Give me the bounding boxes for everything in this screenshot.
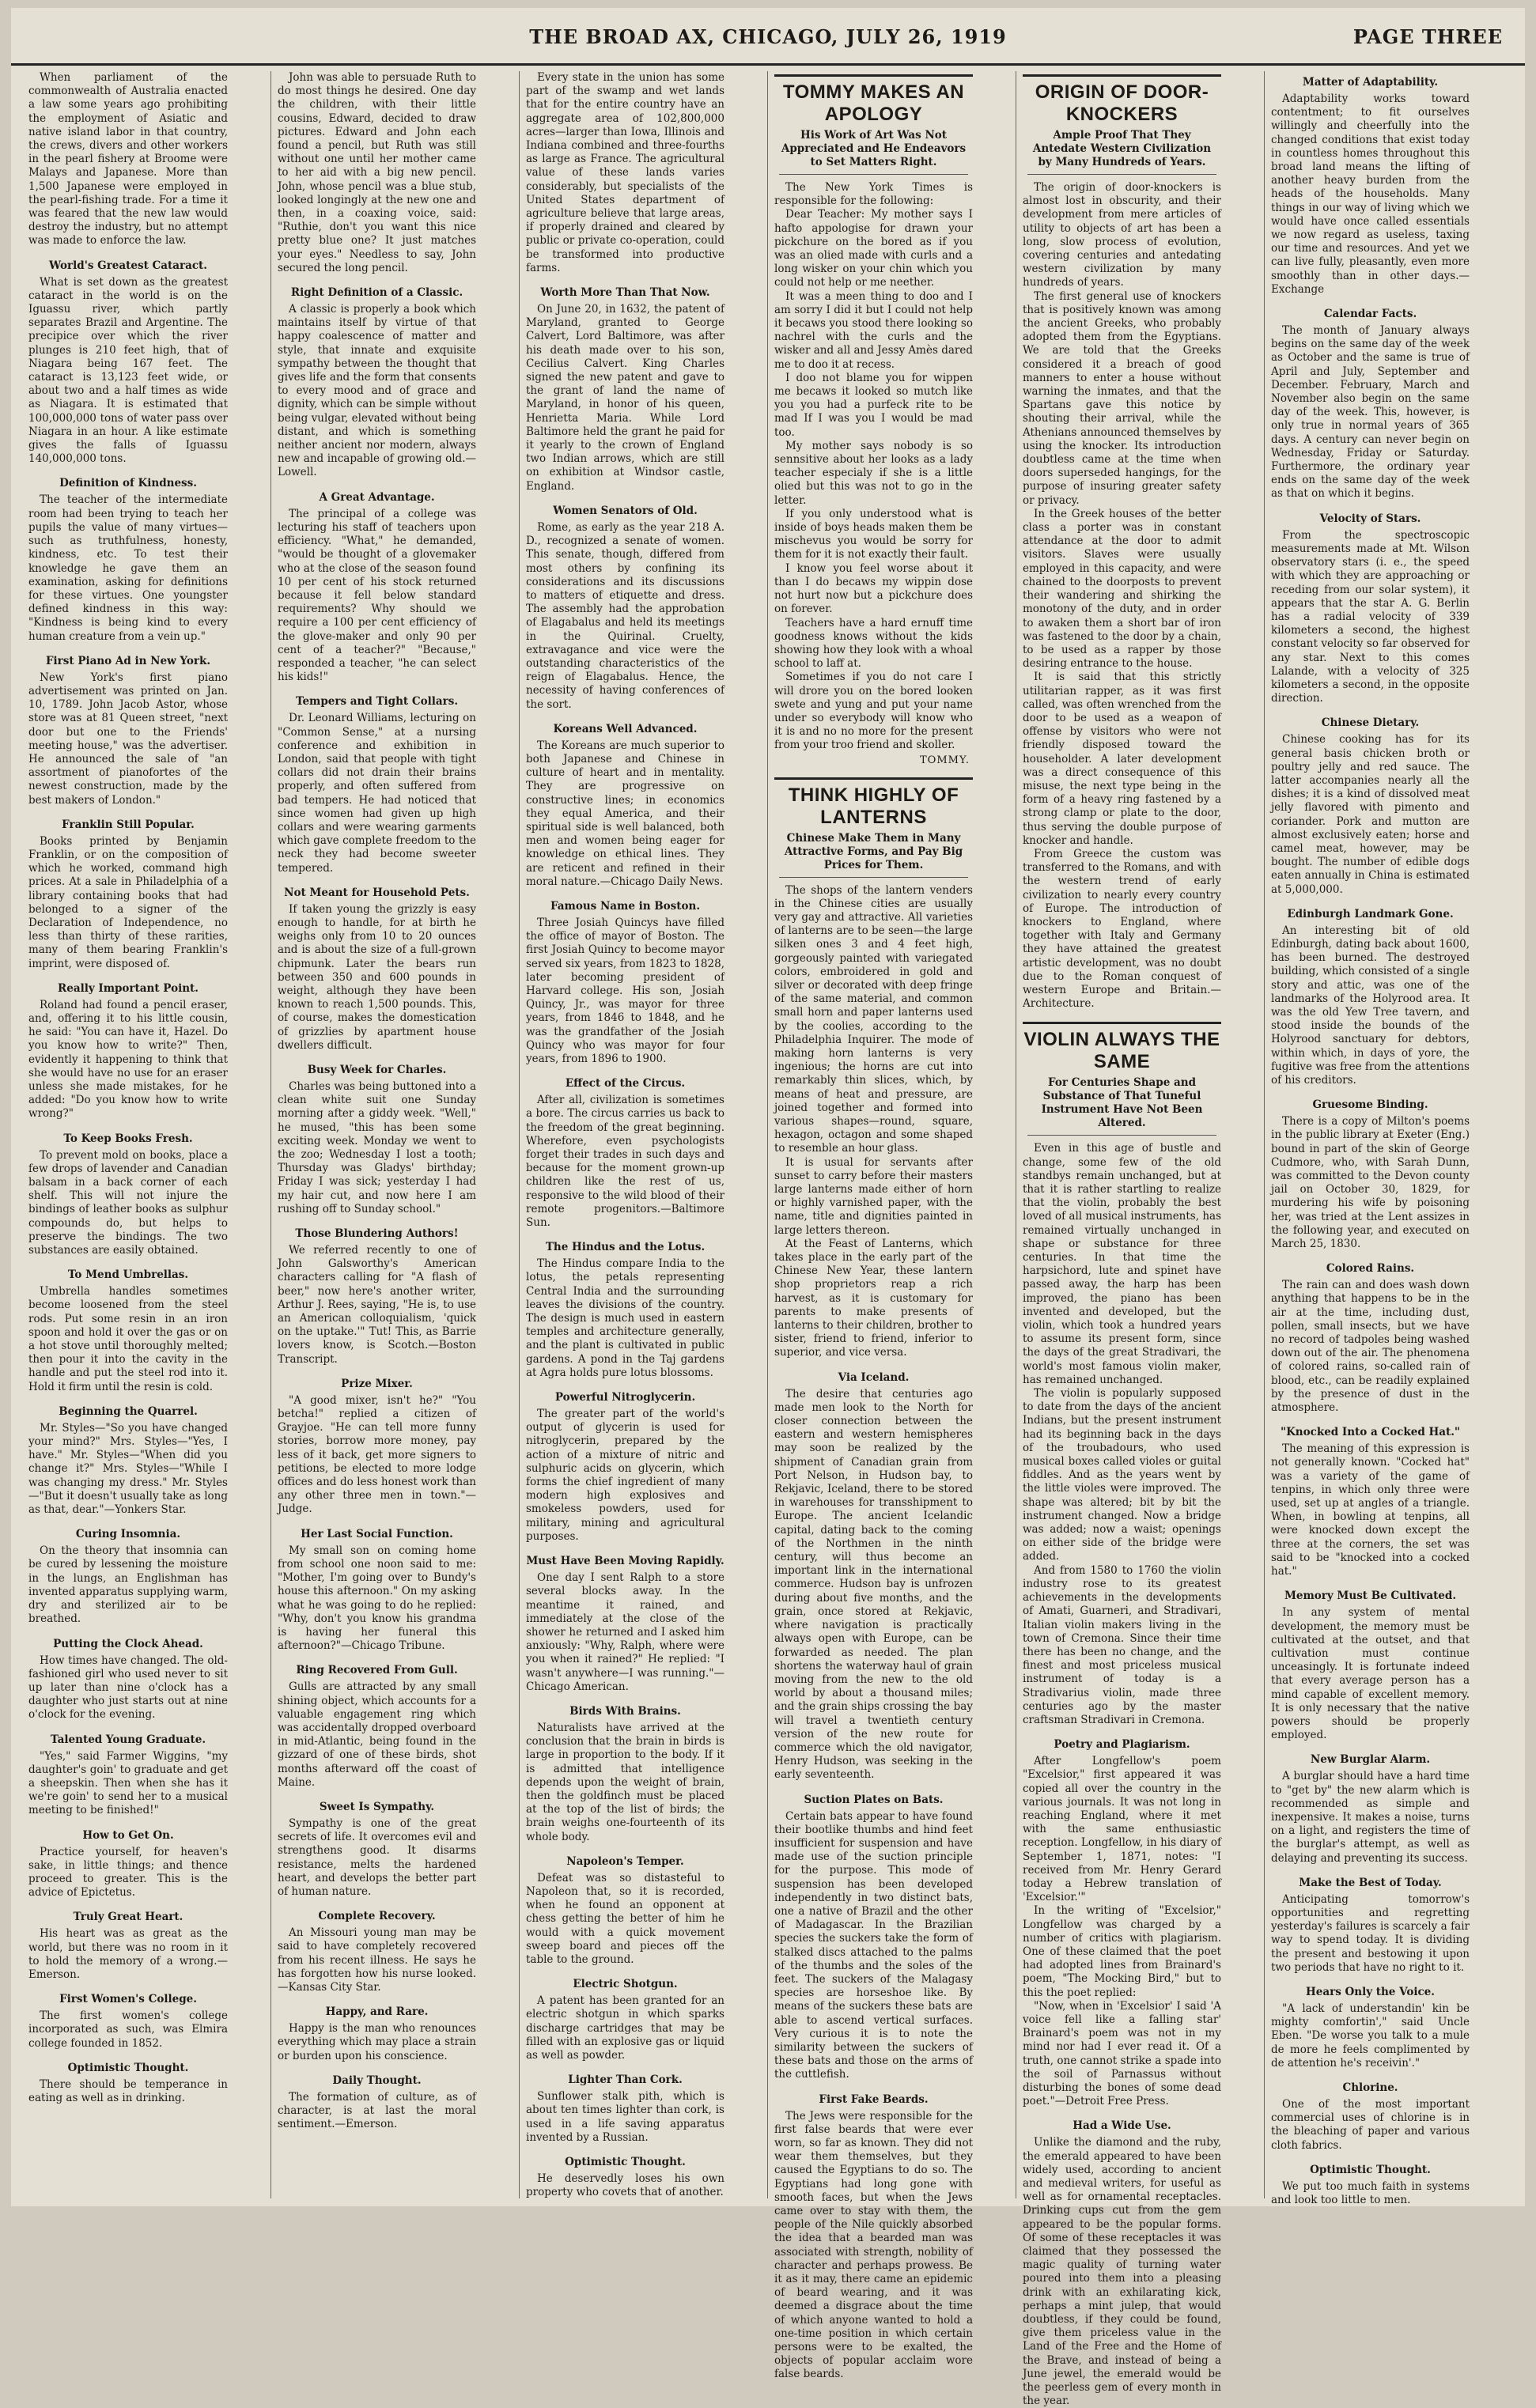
article: [278, 1664, 476, 1790]
article-headline: Franklin Still Popular.: [62, 818, 195, 831]
article-headline: Those Blundering Authors!: [295, 1227, 459, 1241]
article-paragraph: Charles was being buttoned into a clean white suit one Sunday morning after a giddy week. "Well," he mused, "this has been some exciting week. Monday we went to the zoo; Wednesday I lost a tooth; Thursday was Gladys' birthday; Friday I was sick; yesterday I had my hair cut, and now here I am rushing off to Sunday school.": [278, 1080, 476, 1215]
article: [28, 1993, 228, 2051]
article: [1271, 2081, 1470, 2153]
article: [278, 1801, 476, 1899]
article-paragraph: The first general use of knockers that is positively known was among the ancient Greeks, who probably adopted them from the Egyptians. We are told that the Greeks considered it a breach of good manners to enter a house without warning the inmates, and that the Spartans gave this notice by shouting their arrival, while the Athenians announced themselves by using the knocker. Its introduction doubtless came at the time when doors superseded hangings, for the purpose of insuring greater safety or privacy.: [1023, 289, 1221, 507]
article-headline: How to Get On.: [82, 1828, 174, 1842]
article-paragraph: Practice yourself, for heaven's sake, in little things; and thence proceed to greater. This is the advice of Epictetus.: [28, 1845, 228, 1900]
article-paragraph: Dear Teacher: My mother says I hafto appologise for drawn your pickchure on the bored as if you was an olied made with curls and a long wisker on your chin which you could not help or me neether.: [774, 208, 973, 289]
article-paragraph: The first women's college incorporated as such, was Elmira college founded in 1852.: [28, 2009, 228, 2050]
article-headline: Colored Rains.: [1326, 1262, 1415, 1276]
article-headline: Sweet Is Sympathy.: [319, 1800, 435, 1813]
article: [1271, 1590, 1470, 1742]
article-paragraph: Unlike the diamond and the ruby, the emerald appeared to have been widely used, according to ancient and medieval writers, for useful as well as for ornamental receptacles. Drinking cups cut from the gem appeared to be the popular forms. Of some of these receptacles it was claimed that they possessed the magic quality of turning water poured into them into a pleasing drink with an exhilarating kick, perhaps a mint julep, that would doubtless, if they could be found, give them priceless value in the Land of the Free and the Home of the Brave, and instead of being a June jewel, the emerald would be the peerless gem of every month in the year.: [1023, 2136, 1221, 2408]
article-paragraph: Dr. Leonard Williams, lecturing on "Common Sense," at a nursing conference and exhibition in London, said that people with tight collars did not drain their brains properly, and often suffered from bad tempers. He had noticed that since women had given up high collars and were wearing garments which gave complete freedom to the neck they had become sweeter tempered.: [278, 712, 476, 875]
article: [774, 74, 973, 766]
article-headline: Not Meant for Household Pets.: [284, 886, 470, 899]
article-headline: Putting the Clock Ahead.: [53, 1637, 203, 1650]
article-paragraph: One day I sent Ralph to a store several blocks away. In the meantime it rained, and immediately at the close of the shower he returned and I asked him anxiously: "Why, Ralph, where were you when it rained?" He replied: "I wasn't anywhere—I was running."—Chicago American.: [526, 1571, 724, 1693]
article-headline: Had a Wide Use.: [1073, 2119, 1171, 2133]
article: [526, 1241, 724, 1380]
article: [1271, 1877, 1470, 1975]
article-paragraph: To prevent mold on books, place a few drops of lavender and Canadian balsam in a back corner of each shelf. This will not injure the bindings of leather books as sulphur compounds do, but helps to preserve the bindings. The two substances are easily obtained.: [28, 1148, 228, 1257]
article: [526, 1077, 724, 1230]
article: [1271, 716, 1470, 896]
column-6: [1264, 71, 1476, 2206]
article-headline: Optimistic Thought.: [1310, 2163, 1431, 2176]
article-paragraph: Defeat was so distasteful to Napoleon that, so it is recorded, when he found an opponent at chess getting the better of him he would with a quick movement sweep board and pieces off the table to the ground.: [526, 1871, 724, 1966]
article-headline: Worth More Than That Now.: [540, 286, 710, 300]
article-paragraph: After all, civilization is sometimes a bore. The circus carries us back to the freedom of the great beginning. Wherefore, even psychologists forget their trades in such days and because for the moment grown-up children like the rest of us, responsive to the wild blood of their remote progenitors.—Baltimore Sun.: [526, 1094, 724, 1230]
article: [28, 982, 228, 1121]
article: [28, 2062, 228, 2105]
article-subheadline: Chinese Make Them in Many Attractive Forms, and Pay Big Prices for Them.: [779, 832, 968, 878]
article-headline: Daily Thought.: [332, 2073, 422, 2087]
article-paragraph: I doo not blame you for wippen me becaws it looked so mutch like you you had a purfeck rite to be mad If I was you I would be mad too.: [774, 371, 973, 439]
article-paragraph: The Jews were responsible for the first false beards that were ever worn, so far as known. They did not wear them themselves, but they caused the Egyptians to do so. The Egyptians had long gone with smooth faces, but when the Jews came over to stay with them, the people of the Nile quickly absorbed the idea that a bearded man was associated with strength, nobility of character and perhaps prowess. Be it as it may, there came an epidemic of beard wearing, and it was deemed a disgrace about the time of which anyone wanted to hold a one-time position in which certain persons were to be exalted, the objects of popular acclaim wore false beards.: [774, 2109, 973, 2381]
article: [1023, 1738, 1221, 2108]
article-paragraph: There is a copy of Milton's poems in the public library at Exeter (Eng.) bound in part of the skin of George Cudmore, who, with Sarah Dunn, was committed to the Devon county jail on October 30, 1829, for murdering his wife by poisoning her, was tried at the Lent assizes in the following year, and executed on March 25, 1830.: [1271, 1115, 1470, 1251]
article-headline: World's Greatest Cataract.: [48, 259, 207, 272]
article-headline: Beginning the Quarrel.: [59, 1404, 198, 1418]
article-paragraph: Gulls are attracted by any small shining object, which accounts for a valuable engagement ring which was accidentally dropped overboard in mid-Atlantic, being found in the gizzard of one of these birds, shot months afterward off the coast of Maine.: [278, 1680, 476, 1789]
article-headline: Optimistic Thought.: [565, 2156, 686, 2168]
article-paragraph: Sunflower stalk pith, which is about ten times lighter than cork, is used in a life saving apparatus invented by a Russian.: [526, 2090, 724, 2144]
article-headline: Suction Plates on Bats.: [804, 1793, 944, 1806]
article-paragraph: We referred recently to one of John Galsworthy's American characters calling for "A flash of beer," now here's another writer, Arthur J. Rees, saying, "He is, to use an American colloquialism, 'quick on the uptake.'" Tut! This, as Barrie lovers know, is Scotch.—Boston Transcript.: [278, 1244, 476, 1366]
article-headline: First Piano Ad in New York.: [45, 654, 211, 667]
article-paragraph: What is set down as the greatest cataract in the world is on the Iguassu river, which partly separates Brazil and Argentine. The precipice over which the river plunges is 210 feet high, that of Niagara being 167 feet. The cataract is 13,123 feet wide, or about two and a half times as wide as Niagara. It is estimated that 100,000,000 tons of water pass over Niagara in an hour. A like estimate gives the falls of Iguassu 140,000,000 tons.: [28, 275, 228, 466]
article: [28, 1911, 228, 1982]
article-paragraph: The meaning of this expression is not generally known. "Cocked hat" was a variety of the game of tenpins, in which only three were used, set up at angles of a triangle. When, in bowling at tenpins, all were knocked down except the three at the corners, the set was said to be "knocked into a cocked hat.": [1271, 1442, 1470, 1578]
article-headline: A Great Advantage.: [319, 490, 435, 504]
article-headline: ORIGIN OF DOOR-KNOCKERS: [1023, 74, 1221, 126]
article: [28, 259, 228, 467]
article: [278, 2074, 476, 2132]
article-paragraph: Adaptability works toward contentment; to fit ourselves willingly and cheerfully into the changed conditions that exist today in countless homes throughout this broad land means the lifting of another heavy burden from the heads of the households. Many things in our way of living which we would have once called essentials we now regard as useless, taxing our time and resources. And yet we can live fully, pleasantly, even more smoothly than in other days.—Exchange: [1271, 93, 1470, 296]
article-headline: The Hindus and the Lotus.: [545, 1241, 706, 1254]
article: [1271, 308, 1470, 501]
article-paragraph: In the writing of "Excelsior," Longfellow was charged by a number of critics with plagiarism. One of these claimed that the poet had adopted lines from Brainard's poem, "The Mocking Bird," but to this the poet replied:: [1023, 1904, 1221, 1999]
article-headline: New Burglar Alarm.: [1310, 1753, 1431, 1767]
column-4: [767, 71, 979, 2381]
article-paragraph: At the Feast of Lanterns, which takes place in the early part of the Chinese New Year, these lantern shop proprietors reap a rich harvest, as it is customary for parents to make presents of lanterns to their children, brother to sister, friend to friend, inferior to superior, and vice versa.: [774, 1237, 973, 1359]
article: [278, 1227, 476, 1367]
article: [28, 1528, 228, 1626]
article-headline: VIOLIN ALWAYS THE SAME: [1023, 1022, 1221, 1073]
article-paragraph: In any system of mental development, the memory must be cultivated at the outset, and that cultivation must continue unceasingly. It is fortunate indeed that every average person has a mind capable of excellent memory. It is only necessary that the native powers should be properly employed.: [1271, 1606, 1470, 1742]
article-paragraph: In the Greek houses of the better class a porter was in constant attendance at the door to admit visitors. Slaves were usually employed in this capacity, and were chained to the doorposts to prevent their wandering and shirking the monotony of the duty, and in order to awaken them a short bar of iron was fastened to the door by a chain, to be used as a rapper by those desiring entrance to the house.: [1023, 507, 1221, 671]
article: [774, 1371, 973, 1782]
article-paragraph: Three Josiah Quincys have filled the office of mayor of Boston. The first Josiah Quincy to become mayor served six years, from 1823 to 1828, later becoming president of Harvard college. His son, Josiah Quincy, Jr., was mayor for three years, from 1846 to 1848, and he was the grandfather of the Josiah Quincy who was mayor for four years, from 1896 to 1900.: [526, 916, 724, 1065]
article: [526, 1391, 724, 1544]
masthead-title: THE BROAD AX, CHICAGO, JULY 26, 1919: [529, 25, 1007, 48]
article: [1271, 1426, 1470, 1578]
article-paragraph: John was able to persuade Ruth to do most things he desired. One day the children, with their little cousins, Edward, decided to draw pictures. Edward and John each found a pencil, but Ruth was still without one until her mother came to her aid with a big new pencil. John, whose pencil was a blue stub, looked longingly at the new one and then, in a coaxing voice, said: "Ruthie, don't you want this nice pretty blue one? It just matches your eyes." Needless to say, John secured the long pencil.: [278, 71, 476, 274]
article-headline: Memory Must Be Cultivated.: [1284, 1590, 1457, 1603]
masthead: [11, 8, 1525, 66]
article-headline: "Knocked Into a Cocked Hat.": [1281, 1426, 1460, 1439]
article: [1271, 1986, 1470, 2070]
article-paragraph: If you only understood what is inside of boys heads maken them be mischevus you would be sorry for them for it is not exactly their fault.: [774, 507, 973, 561]
article-paragraph: It was a meen thing to doo and I am sorry I did it but I could not help it becaws you stood there looking so nachrel with the curls and the wisker and all and Jessy Amès dared me to doo it at recess.: [774, 289, 973, 371]
article-headline: Poetry and Plagiarism.: [1054, 1738, 1190, 1752]
page-number: PAGE THREE: [1353, 25, 1503, 48]
article-paragraph: Umbrella handles sometimes become loosened from the steel rods. Put some resin in an iron spoon and hold it over the gas or on a hot stove until thoroughly melted; then pour it into the cavity in the handle and put the steel rod into it. Hold it firm until the resin is cold.: [28, 1285, 228, 1393]
article: [1023, 2119, 1221, 2408]
article: [774, 2093, 973, 2382]
article: [1271, 512, 1470, 706]
article-headline: Busy Week for Charles.: [307, 1064, 447, 1076]
article-headline: First Fake Beards.: [819, 2092, 929, 2106]
article-headline: Napoleon's Temper.: [566, 1854, 684, 1868]
article-paragraph: A burglar should have a hard time to "get by" the new alarm which is recommended as simple and inexpensive. It makes a noise, turns on a light, and registers the time of the burglar's attempt, as well as delaying and preventing its success.: [1271, 1770, 1470, 1865]
article: [278, 286, 476, 480]
article: [28, 71, 228, 248]
article: [1271, 1098, 1470, 1251]
article-paragraph: If taken young the grizzly is easy enough to handle, for at birth he weighs only from 10 to 20 ounces and is about the size of a full-grown chipmunk. Later the bears run between 350 and 600 pounds in weight, although they have been known to reach 1,500 pounds. This, of course, makes the domestication of grizzlies by apartment house dwellers difficult.: [278, 902, 476, 1052]
article: [1023, 74, 1221, 1011]
article: [526, 2073, 724, 2145]
article-headline: Edinburgh Landmark Gone.: [1287, 907, 1454, 920]
article-paragraph: Mr. Styles—"So you have changed your mind?" Mrs. Styles—"Yes, I have." Mr. Styles—"When did you change it?" Mrs. Styles—"While I was changing my dress." Mr. Styles—"But it doesn't usually take as long as that, dear."—Yonkers Star.: [28, 1421, 228, 1517]
article-paragraph: It is usual for servants after sunset to carry before their masters large lanterns made either of horn or highly varnished paper, with the name, title and dignities painted in large letters thereon.: [774, 1155, 973, 1237]
article-headline: Calendar Facts.: [1323, 308, 1417, 321]
article-headline: Electric Shotgun.: [573, 1978, 678, 1991]
article-paragraph: Happy is the man who renounces everything which may place a strain or burden upon his conscience.: [278, 2022, 476, 2062]
article-paragraph: And from 1580 to 1760 the violin industry rose to its greatest achievements in the developments of Amati, Guarneri, and Stradivari, Italian violin makers living in the town of Cremona. Since their time there has been no change, and the finest and most priceless musical instrument of today is a Stradivarius violin, made three centuries ago by the master craftsman Stradivari in Cremona.: [1023, 1563, 1221, 1726]
article: [28, 1638, 228, 1722]
article-paragraph: The New York Times is responsible for the following:: [774, 181, 973, 208]
article-headline: Make the Best of Today.: [1299, 1876, 1442, 1889]
article-headline: Prize Mixer.: [341, 1377, 413, 1390]
article: [526, 1555, 724, 1694]
article-headline: Via Iceland.: [838, 1370, 910, 1384]
article-headline: Talented Young Graduate.: [50, 1733, 206, 1746]
article-headline: Curing Insomnia.: [75, 1528, 181, 1541]
article: [526, 1978, 724, 2062]
article: [278, 71, 476, 275]
article: [526, 2156, 724, 2199]
article-paragraph: The rain can and does wash down anything that happens to be in the air at the time, including dust, pollen, small insects, but we have no record of tadpoles being washed down out of the air. The phenomena of colored rains, so-called rain of blood, etc., can be readily explained by the presence of dust in the atmosphere.: [1271, 1279, 1470, 1415]
article: [1023, 1022, 1221, 1727]
article: [28, 477, 228, 643]
article-headline: Right Definition of a Classic.: [290, 286, 463, 300]
article-paragraph: The origin of door-knockers is almost lost in obscurity, and their development from mere articles of utility to objects of art has been a long, slow process of evolution, covering centuries and antedating western civilization by many hundreds of years.: [1023, 181, 1221, 289]
article: [278, 1528, 476, 1654]
article-paragraph: Certain bats appear to have found their bootlike thumbs and hind feet insufficient for suspension and have made use of the suction principle for the purpose. This mode of suspension has been developed independently in two distinct bats, one a native of Brazil and the other of Madagascar. In the Brazilian species the suckers take the form of stalked discs attached to the palms of the thumbs and the soles of the feet. The suckers of the Malagasy species are horseshoe like. By means of the suckers these bats are able to ascend vertical surfaces. Very curious it is to note the similarity between the suckers of these bats and those on the arms of the cuttlefish.: [774, 1809, 973, 2081]
column-1: [22, 71, 234, 2198]
article-paragraph: Naturalists have arrived at the conclusion that the brain in birds is large in proportion to the body. If it is admitted that intelligence depends upon the weight of brain, then the goldfinch must be placed at the top of the list of birds; the brain weighs one-fourteenth of its whole body.: [526, 1721, 724, 1843]
article-headline: TOMMY MAKES AN APOLOGY: [774, 74, 973, 126]
article-paragraph: "A good mixer, isn't he?" "You betcha!" replied a citizen of Grayjoe. "He can tell more funny stories, borrow more money, pay less of it back, get more signers to petitions, be elected to more lodge offices and do less honest work than any other three men in town."—Judge.: [278, 1393, 476, 1516]
article-paragraph: Sympathy is one of the great secrets of life. It overcomes evil and strengthens good. It disarms resistance, melts the hardened heart, and develops the better part of human nature.: [278, 1816, 476, 1898]
article-headline: Optimistic Thought.: [67, 2061, 189, 2074]
article-paragraph: Sometimes if you do not care I will drore you on the bored looken swete and yung and put your name under so everybody will know who it is and no no more for the present from your troo friend and skoller.: [774, 671, 973, 752]
article-paragraph: The shops of the lantern venders in the Chinese cities are usually very gay and attractive. All varieties of lanterns are to be seen—the large silken ones 3 and 4 feet high, gorgeously painted with variegated colors, embroidered in gold and silver or decorated with deep fringe of the same material, and common small horn and paper lanterns used by the coolies, according to the Philadelphia Inquirer. The mode of making horn lanterns is very ingenious; the horns are cut into remarkably thin slices, which, by means of heat and pressure, are joined together and formed into various shapes—round, square, hexagon, octagon and some shaped to resemble an hour glass.: [774, 883, 973, 1155]
article: [1271, 1753, 1470, 1865]
article-paragraph: From the spectroscopic measurements made at Mt. Wilson observatory stars (i. e., the speed with which they are approaching or receding from our solar system), it appears that the star A. G. Berlin has a radial velocity of 339 kilometers a second, the highest constant velocity so far observed for any star. Next to this comes Lalande, with a velocity of 325 kilometers a second, in the opposite direction.: [1271, 528, 1470, 705]
article-paragraph: New York's first piano advertisement was printed on Jan. 10, 1789. John Jacob Astor, whose store was at 81 Queen street, "next door but one to the Friends' meeting house," was the advertiser. He announced the sale of "an assortment of pianofortes of the newest construction, made by the best makers of London.": [28, 671, 228, 807]
article-paragraph: "A lack of understandin' kin be mighty comfortin'," said Uncle Eben. "De worse you talk to a mule de more he feels complimented by de attention he's receivin'.": [1271, 2002, 1470, 2070]
article: [28, 1268, 228, 1394]
article-headline: Gruesome Binding.: [1312, 1098, 1428, 1112]
article: [526, 723, 724, 889]
article: [278, 1064, 476, 1216]
article-headline: Chinese Dietary.: [1321, 716, 1420, 730]
article: [28, 655, 228, 807]
article: [526, 505, 724, 712]
article-paragraph: I know you feel worse about it than I do becaws my wippin dose not hurt now but a pickchure does on forever.: [774, 561, 973, 616]
article-headline: Her Last Social Function.: [301, 1527, 453, 1540]
article-paragraph: An Missouri young man may be said to have completely recovered from his recent illness. He says he has forgotten how his nurse looked.—Kansas City Star.: [278, 1926, 476, 1994]
article-paragraph: The teacher of the intermediate room had been trying to teach her pupils the value of many virtues—such as truthfulness, honesty, kindness, etc. To test their knowledge he gave them an examination, asking for definitions for these virtues. One youngster defined kindness in this way: "Kindness is being kind to every human creature from a vein up.": [28, 493, 228, 643]
article-paragraph: One of the most important commercial uses of chlorine is in the bleaching of paper and various cloth fabrics.: [1271, 2097, 1470, 2152]
article: [774, 1794, 973, 2082]
article-paragraph: Roland had found a pencil eraser, and, offering it to his little cousin, he said: "You can have it, Hazel. Do you know how to write?" Then, evidently it happening to think that she would have no use for an eraser unless she made mistakes, for he added: "Do you know how to write wrong?": [28, 998, 228, 1121]
article: [28, 818, 228, 971]
article-headline: Complete Recovery.: [318, 1910, 436, 1923]
article-headline: Women Senators of Old.: [553, 504, 698, 517]
article-paragraph: The month of January always begins on the same day of the week as October and the same is true of April and July, September and December. February, March and November also begin on the same day of the week. This, however, is only true in normal years of 365 days. A century can never begin on Wednesday, Friday or Saturday. Furthermore, the ordinary year ends on the same day of the week as that on which it begins.: [1271, 324, 1470, 501]
article-subheadline: His Work of Art Was Not Appreciated and He Endeavors to Set Matters Right.: [779, 129, 968, 175]
article-headline: Tempers and Tight Collars.: [295, 695, 459, 709]
article-headline: To Keep Books Fresh.: [63, 1132, 193, 1145]
article-headline: Velocity of Stars.: [1319, 512, 1421, 525]
article-headline: Powerful Nitroglycerin.: [554, 1391, 696, 1404]
article: [28, 1829, 228, 1900]
article-headline: THINK HIGHLY OF LANTERNS: [774, 777, 973, 829]
article: [278, 491, 476, 685]
article-paragraph: Every state in the union has some part of the swamp and wet lands that for the entire country have an aggregate area of 102,800,000 acres—larger than Iowa, Illinois and Indiana combined and three-fourths as large as France. The agricultural value of these lands varies considerably, but specialists of the United States department of agriculture believe that large areas, if properly drained and cleared by public or private co-operation, could be transformed into productive farms.: [526, 71, 724, 274]
article: [278, 2005, 476, 2063]
article-paragraph: After Longfellow's poem "Excelsior," first appeared it was copied all over the country in the various journals. It was not long in reaching England, where it met with the same enthusiastic reception. Longfellow, in his diary of September 1, 1871, notes: "I received from Mr. Henry Gerard today a Hebrew translation of 'Excelsior.'": [1023, 1755, 1221, 1904]
article-paragraph: My mother says nobody is so sennsitive about her looks as a lady teacher especialy if she is a little olied but this was not to go in the letter.: [774, 439, 973, 507]
article-headline: Definition of Kindness.: [59, 477, 197, 490]
article-headline: Happy, and Rare.: [325, 2005, 429, 2019]
article-paragraph: The Hindus compare India to the lotus, the petals representing Central India and the surrounding leaves the divisions of the country. The design is much used in eastern temples and architecture generally, and the plant is cultivated in public gardens. A pond in the Taj gardens at Agra holds pure lotus blossoms.: [526, 1257, 724, 1379]
article: [28, 1132, 228, 1258]
article-paragraph: The formation of culture, as of character, is at last the moral sentiment.—Emerson.: [278, 2090, 476, 2131]
article: [278, 886, 476, 1053]
article: [774, 777, 973, 1360]
article: [278, 695, 476, 875]
article: [278, 1910, 476, 1994]
article-paragraph: A classic is properly a book which maintains itself by virtue of that happy coalescence of matter and style, that innate and exquisite sympathy between the thought that gives life and the form that consents to every mood and of grace and dignity, which can be simple without being vulgar, elevated without being distant, and which is something neither ancient nor modern, always new and incapable of growing old.—Lowell.: [278, 303, 476, 479]
article-subheadline: Ample Proof That They Antedate Western Civilization by Many Hundreds of Years.: [1027, 129, 1216, 175]
article: [526, 1855, 724, 1967]
article-paragraph: There should be temperance in eating as well as in drinking.: [28, 2077, 228, 2104]
article-paragraph: A patent has been granted for an electric shotgun in which sparks discharge cartridges that may be filled with an explosive gas or liquid as well as powder.: [526, 1994, 724, 2062]
article: [526, 71, 724, 275]
article-paragraph: How times have changed. The old-fashioned girl who used never to sit up later than nine o'clock has a daughter who just starts out at nine o'clock for the evening.: [28, 1654, 228, 1722]
article-paragraph: The violin is popularly supposed to date from the days of the ancient Indians, but the present instrument had its beginning back in the days of the troubadours, who used musical boxes called violes or guital fiddles. And as the years went by the little violes were improved. The shape was altered; bit by bit the instrument changed. Now a bridge was added; now a waist; openings on either side of the bridge were added.: [1023, 1387, 1221, 1563]
article-paragraph: My small son on coming home from school one noon said to me: "Mother, I'm going over to Bundy's house this afternoon." On my asking what he was going to do he replied: "Why, don't you know his grandma is having her funeral this afternoon?"—Chicago Tribune.: [278, 1544, 476, 1653]
article-headline: Chlorine.: [1342, 2081, 1398, 2094]
article: [526, 1705, 724, 1844]
article-paragraph: From Greece the custom was transferred to the Romans, and with the western trend of early civilization to nearly every country of Europe. The introduction of knockers to England, where together with Italy and Germany they have attained the greatest artistic development, was no doubt due to the Roman conquest of western Europe and Britain.—Architecture.: [1023, 847, 1221, 1011]
article-subheadline: For Centuries Shape and Substance of That Tuneful Instrument Have Not Been Altered.: [1027, 1076, 1216, 1136]
article-paragraph: Anticipating tomorrow's opportunities and regretting yesterday's failures is scarcely a fair way to spend today. It is dividing the present and bestowing it upon two periods that have no right to it.: [1271, 1892, 1470, 1974]
article-paragraph: He deservedly loses his own property who covets that of another.: [526, 2172, 724, 2199]
article-paragraph: Chinese cooking has for its general basis chicken broth or poultry jelly and red sauce. The latter accompanies nearly all the dishes; it is a kind of dissolved meat jelly flavored with pimento and coriander. Pork and mutton are almost exclusively eaten; horse and camel meat, however, may be bought. The number of edible dogs eaten annually in China is estimated at 5,000,000.: [1271, 733, 1470, 896]
article-paragraph: Even in this age of bustle and change, some few of the old standbys remain unchanged, but at that it is rather startling to realize that the violin, probably the best loved of all musical instruments, has remained virtually unchanged in shape or substance for three centuries. In that time the harpsichord, lute and spinet have passed away, the harp has been improved, the piano has been invented and developed, but the violin, which took a hundred years to assume its present form, since the days of the great Stradivari, the world's most famous violin maker, has remained unchanged.: [1023, 1142, 1221, 1386]
article-headline: Must Have Been Moving Rapidly.: [526, 1555, 724, 1568]
article-paragraph: Teachers have a hard ernuff time goodness knows without the kids showing how they look with a whoal school to laff at.: [774, 616, 973, 671]
article-headline: Birds With Brains.: [569, 1704, 681, 1718]
article-paragraph: We put too much faith in systems and look too little to men.: [1271, 2179, 1470, 2206]
article-paragraph: His heart was as great as the world, but there was no room in it to hold the memory of a wrong.—Emerson.: [28, 1927, 228, 1981]
article-paragraph: The principal of a college was lecturing his staff of teachers upon efficiency. "What," he demanded, "would be thought of a glovemaker who at the close of the season found 10 per cent of his stock returned because it fell below standard requirements? Why should we require a 100 per cent efficiency of the glove-maker and only 90 per cent of a teacher?" "Because," responded a teacher, "he can select his kids!": [278, 507, 476, 684]
article: [28, 1733, 228, 1818]
column-2: [271, 71, 482, 2198]
newspaper-page: [11, 8, 1525, 2408]
article: [526, 900, 724, 1066]
article-headline: First Women's College.: [59, 1993, 197, 2006]
article-paragraph: "Yes," said Farmer Wiggins, "my daughter's goin' to graduate and get a sheepskin. Then when she has it we're goin' to send her to a musical meeting to be finished!": [28, 1749, 228, 1817]
article: [1271, 1262, 1470, 1415]
article: [28, 1405, 228, 1517]
column-3: [519, 71, 731, 2198]
article-paragraph: Rome, as early as the year 218 A. D., recognized a senate of women. This senate, though, differed from most others by confining its considerations and its discussions to matters of etiquette and dress. The assembly had the approbation of Elagabalus and held its meetings in the Quirinal. Cruelty, extravagance and vice were the outstanding characteristics of the reign of Elagabalus. Hence, the necessity of having conferences of the sort.: [526, 520, 724, 711]
article-headline: Truly Great Heart.: [73, 1911, 183, 1924]
article-headline: Ring Recovered From Gull.: [296, 1664, 458, 1677]
article-paragraph: The desire that centuries ago made men look to the North for closer connection between the eastern and western hemispheres may soon be realized by the shipment of Canadian grain from Port Nelson, in Hudson bay, to Rekjavic, Iceland, there to be stored in warehouses for transshipment to Europe. The ancient Icelandic capital, dating back to the coming of the Northmen in the ninth century, will thus become an important link in the international commerce. Hudson bay is unfrozen during about five months, and the grain, once stored at Rekjavic, where navigation is practically always open with Europe, can be forwarded as needed. The plan shortens the waterway haul of grain moving from the new to the old world by about a thousand miles; and the grain ships crossing the bay will travel a twentieth century version of the new route for commerce which the old navigator, Henry Hudson, was seeking in the early seventeenth.: [774, 1387, 973, 1782]
article: [526, 286, 724, 493]
article: [1271, 908, 1470, 1087]
article-paragraph: "Now, when in 'Excelsior' I said 'A voice fell like a falling star' Brainard's poem was not in my mind nor had I ever read it. Of a truth, one cannot strike a spade into the soil of Parnassus without disturbing the bones of some dead poet."—Detroit Free Press.: [1023, 1999, 1221, 2108]
article-paragraph: Books printed by Benjamin Franklin, or on the composition of which he worked, command high prices. At a sale in Philadelphia of a library containing books that had belonged to a signer of the Declaration of Independence, no less than thirty of these rarities, many of them bearing Franklin's imprint, were disposed of.: [28, 834, 228, 970]
article-signature: TOMMY.: [920, 754, 970, 766]
article-headline: Really Important Point.: [58, 981, 199, 995]
article-paragraph: The Koreans are much superior to both Japanese and Chinese in culture of heart and in mentality. They are progressive on constructive lines; in economics they equal America, and their spiritual side is well balanced, both men and women being eager for knowledge on ethical lines. They are reticent and refined in their moral nature.—Chicago Daily News.: [526, 739, 724, 888]
article-paragraph: When parliament of the commonwealth of Australia enacted a law some years ago prohibiting the employment of Asiatic and native island labor in that country, the crews, divers and other workers in the pearl fishery at Broome were Malays and Japanese. More than 1,500 Japanese were employed in the pearl-fishing trade. For a time it was feared that the new law would destroy the industry, but no attempt was made to enforce the law.: [28, 71, 228, 248]
article-headline: Famous Name in Boston.: [550, 899, 701, 913]
article: [1271, 76, 1470, 297]
article-headline: To Mend Umbrellas.: [67, 1268, 189, 1282]
article-paragraph: An interesting bit of old Edinburgh, dating back about 1600, has been burned. The destroyed building, which consisted of a single story and attic, was one of the landmarks of the Holyrood area. It was the old Yew Tree tavern, and stood inside the bounds of the Holyrood sanctuary for debtors, within which, in days of yore, the fugitive was free from the attentions of his creditors.: [1271, 924, 1470, 1087]
article-paragraph: On the theory that insomnia can be cured by lessening the moisture in the lungs, an Englishman has invented apparatus supplying warm, dry and sterilized air to be breathed.: [28, 1544, 228, 1626]
column-5: [1016, 71, 1228, 2408]
article-headline: Koreans Well Advanced.: [553, 722, 698, 735]
article: [278, 1378, 476, 1517]
article-headline: Hears Only the Voice.: [1306, 1985, 1435, 1998]
article-paragraph: The greater part of the world's output of glycerin is used for nitroglycerin, prepared by the action of a mixture of nitric and sulphuric acids on glycerin, which forms the chief ingredient of many modern high explosives and smokeless powders, used for military, mining and agricultural purposes.: [526, 1408, 724, 1543]
article-paragraph: It is said that this strictly utilitarian rapper, as it was first called, was often wrenched from the door to be used as a weapon of offense by visitors who were not friendly disposed toward the householder. A later development was a direct consequence of this misuse, the next type being in the form of a heavy ring fastened by a strong clamp or plate to the door, thus serving the double purpose of knocker and handle.: [1023, 671, 1221, 847]
article: [1271, 2164, 1470, 2207]
article-headline: Matter of Adaptability.: [1302, 76, 1439, 89]
article-paragraph: On June 20, in 1632, the patent of Maryland, granted to George Calvert, Lord Baltimore, was after his death made over to his son, Cecilius Calvert. King Charles signed the new patent and gave to the grant of land the name of Maryland, in honor of his queen, Henrietta Maria. While Lord Baltimore held the grant he paid for it yearly to the crown of England two Indian arrows, which are still on exhibition at Windsor castle, England.: [526, 303, 724, 493]
article-headline: Effect of the Circus.: [565, 1077, 686, 1091]
article-headline: Lighter Than Cork.: [568, 2073, 683, 2087]
